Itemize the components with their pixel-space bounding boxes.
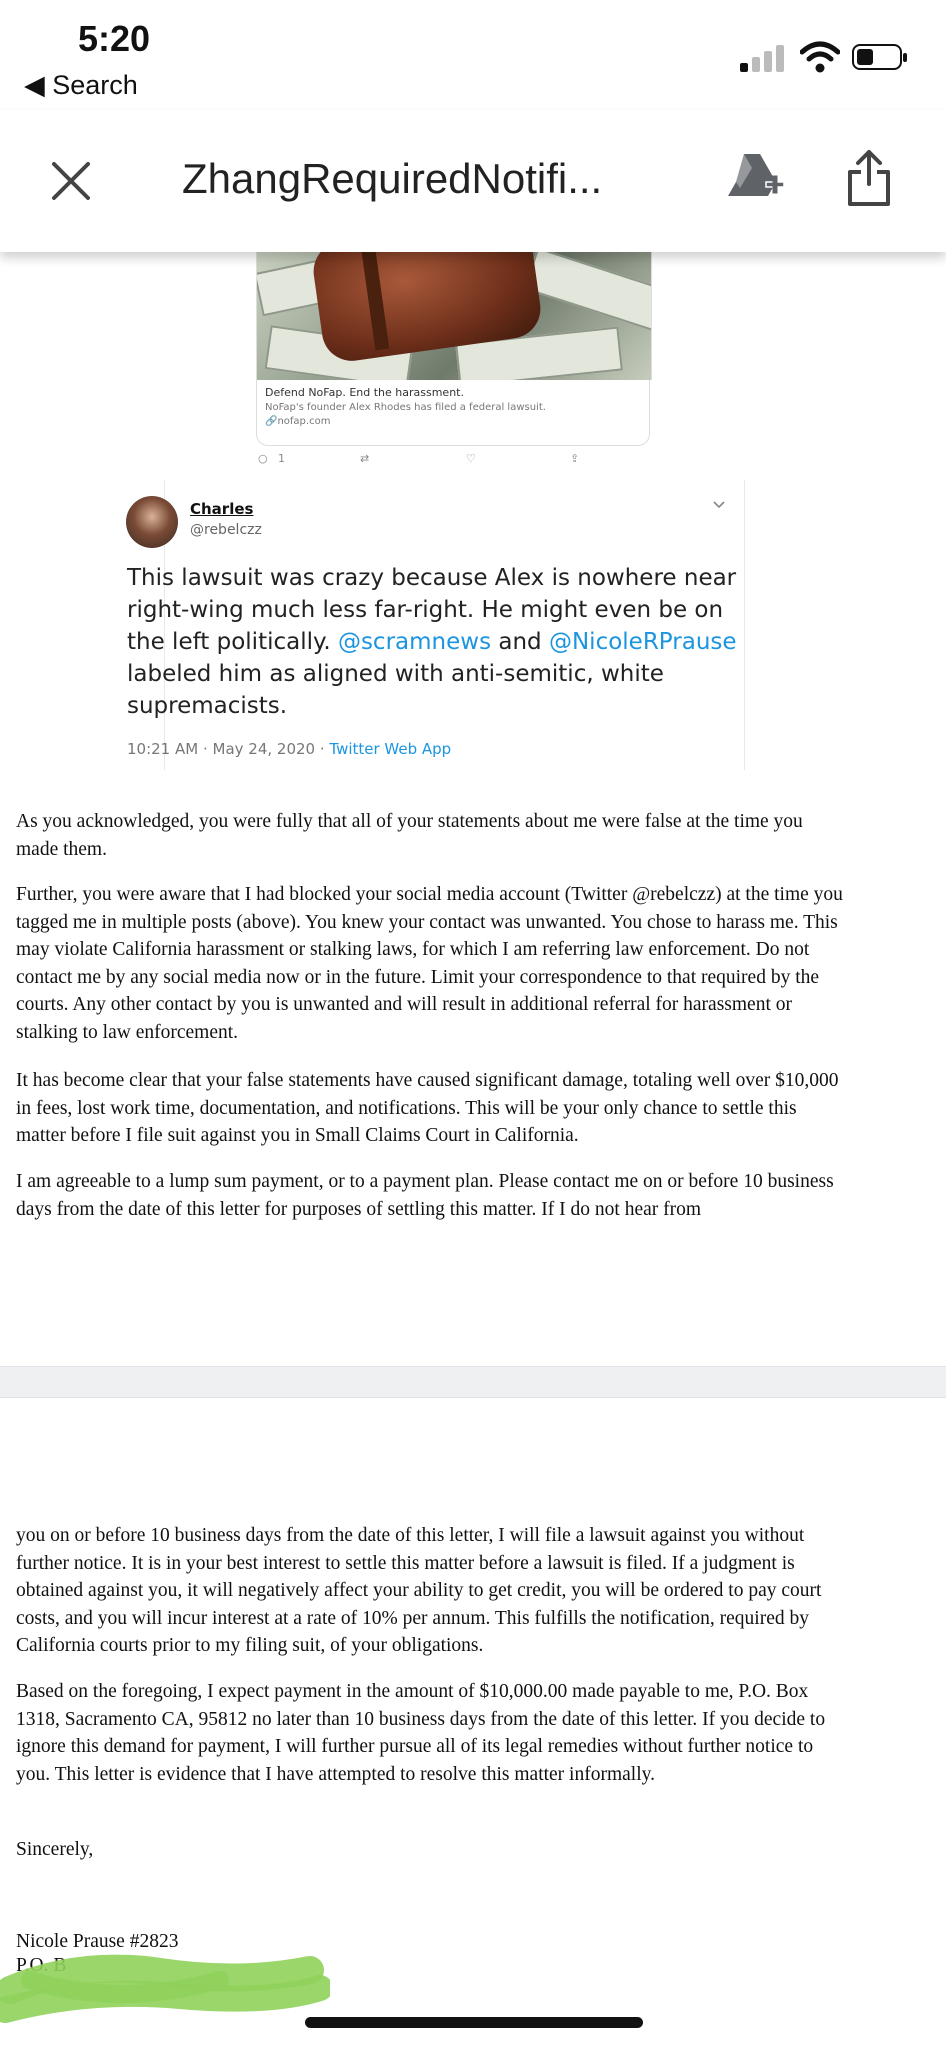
- mention-nicolerprause[interactable]: @NicoleRPrause: [548, 629, 737, 655]
- status-time: 5:20: [78, 18, 151, 59]
- letter-signature: Nicole Prause #2823: [16, 1931, 179, 1952]
- add-to-drive-icon[interactable]: [726, 152, 784, 204]
- like-icon[interactable]: ♡: [466, 452, 476, 465]
- wifi-icon: [800, 40, 840, 74]
- tweet-text: This lawsuit was crazy because Alex is nowhere near right-wing much less far-right. He might even be on the left politically. @scramnews and @NicoleRPrause labeled him as aligned with anti-semitic, white supremacists.: [127, 565, 737, 719]
- cellular-signal-icon: [740, 44, 790, 72]
- tweet-author-handle: @rebelczz: [190, 522, 262, 538]
- letter-partial-address: P.O. B: [16, 1955, 67, 1976]
- letter-closing: Sincerely,: [16, 1839, 94, 1860]
- tweet-source-link[interactable]: Twitter Web App: [329, 740, 452, 758]
- share-icon[interactable]: [846, 148, 892, 208]
- document-title: ZhangRequiredNotifi...: [182, 155, 603, 202]
- retweet-icon[interactable]: ⇄: [360, 452, 370, 465]
- link-card-caption[interactable]: [256, 380, 650, 446]
- tweet-author-name[interactable]: Charles: [190, 500, 254, 518]
- link-card-subtext: NoFap's founder Alex Rhodes has filed a federal lawsuit.: [265, 402, 546, 413]
- close-icon[interactable]: [50, 160, 92, 202]
- avatar[interactable]: [126, 496, 178, 548]
- tweet-border-right: [744, 480, 745, 770]
- mention-scramnews[interactable]: @scramnews: [337, 629, 492, 655]
- chevron-down-icon[interactable]: [712, 498, 726, 512]
- letter-paragraph-6: Based on the foregoing, I expect payment in the amount of $10,000.00 made payable to me, P.O. Box 1318, Sacramento CA, 95812 no later than 10 business days from the date of this letter. If you decide to ignore this demand for payment, I will further pursue all of its legal remedies without further notice to you. This letter is evidence that I have attempted to resolve this matter informally.: [16, 1681, 826, 1785]
- tweet-actions: [256, 452, 650, 472]
- link-icon: 🔗: [265, 416, 278, 427]
- battery-icon: [852, 44, 902, 70]
- reply-count: 1: [278, 452, 285, 465]
- link-card-image: [256, 240, 652, 380]
- link-card-headline: Defend NoFap. End the harassment.: [265, 386, 464, 399]
- back-to-search-link[interactable]: ◀ Search: [24, 70, 138, 100]
- letter-paragraph-1: As you acknowledged, you were fully that all of your statements about me were false at the time you made them.: [16, 811, 803, 860]
- share-tweet-icon[interactable]: ⇪: [570, 452, 580, 465]
- page-separator: [0, 1366, 946, 1398]
- letter-paragraph-4: I am agreeable to a lump sum payment, or to a payment plan. Please contact me on or before 10 business days from the date of this letter for purposes of settling this matter. If I do not hear from: [16, 1171, 834, 1220]
- letter-paragraph-2: Further, you were aware that I had blocked your social media account (Twitter @rebelczz) at the time you tagged me in multiple posts (above). You knew your contact was unwanted. You chose to harass me. This may violate California harassment or stalking laws, for which I am referring law enforcement. Do not contact me by any social media now or in the future. Limit your correspondence to that required by the courts. Any other contact by you is unwanted and will result in additional referral for harassment or stalking to law enforcement.: [16, 884, 843, 1043]
- home-indicator[interactable]: [305, 2017, 643, 2028]
- letter-paragraph-3: It has become clear that your false statements have caused significant damage, totaling well over $10,000 in fees, lost work time, documentation, and notifications. This will be your only chance to settle this matter before I file suit against you in Small Claims Court in California.: [16, 1070, 839, 1146]
- redaction-scribble: [0, 1950, 330, 2030]
- letter-paragraph-5: you on or before 10 business days from the date of this letter, I will file a lawsuit against you without further notice. It is in your best interest to settle this matter before a lawsuit is filed. If a judgment is obtained against you, it will negatively affect your ability to get credit, you will be ordered to pay court costs, and you will incur interest at a rate of 10% per annum. This fulfills the notification, required by California courts prior to my filing suit, of your obligations.: [16, 1525, 822, 1656]
- tweet-timestamp: 10:21 AM · May 24, 2020 · Twitter Web App: [127, 740, 452, 758]
- reply-icon[interactable]: ○: [258, 452, 268, 465]
- link-card-domain: nofap.com: [277, 416, 331, 427]
